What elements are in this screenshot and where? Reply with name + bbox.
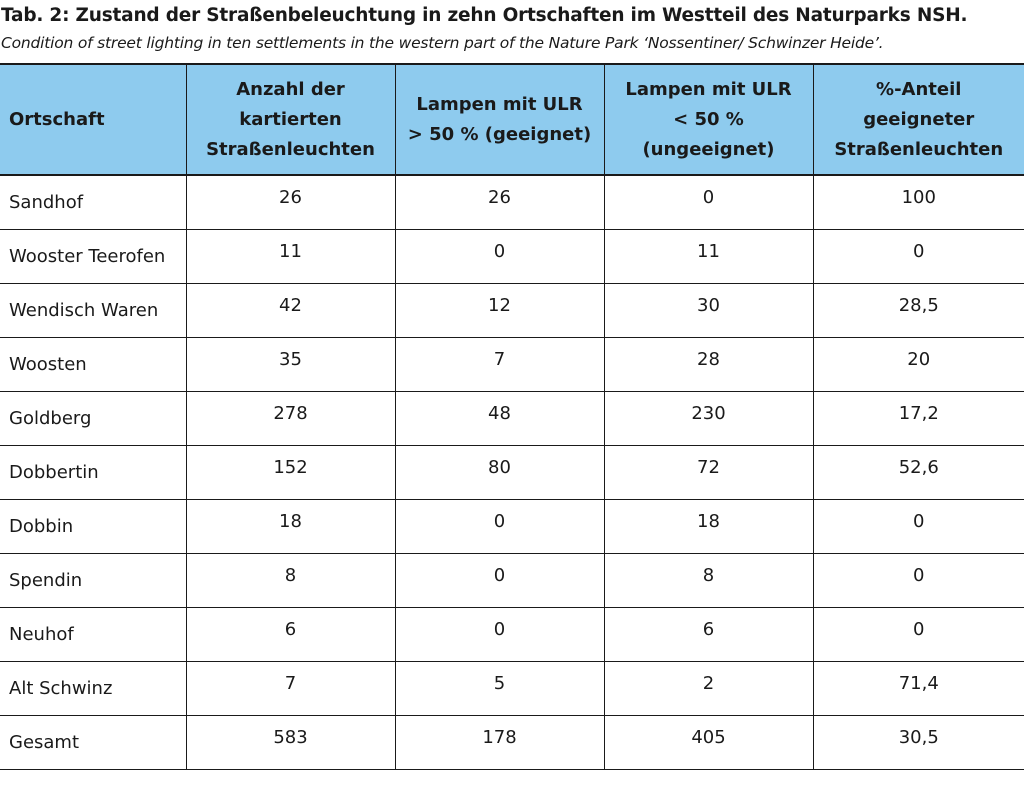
- cell-geeignet: 0: [395, 229, 604, 283]
- table-row: [0, 499, 1024, 553]
- cell-anzahl: 11: [186, 229, 395, 283]
- table-body: [0, 175, 1024, 769]
- cell-geeignet: 5: [395, 661, 604, 715]
- header-row: [0, 64, 1024, 175]
- cell-anzahl: 18: [186, 499, 395, 553]
- header-anzahl: Anzahl der kartierten Straßenleuchten: [186, 64, 395, 175]
- cell-geeignet: 7: [395, 337, 604, 391]
- cell-ortschaft: Gesamt: [9, 731, 80, 753]
- cell-anteil: 0: [813, 499, 1024, 553]
- cell-anzahl: 7: [186, 661, 395, 715]
- cell-ungeeignet: 28: [604, 337, 813, 391]
- table-row: [0, 337, 1024, 391]
- header-ungeeignet: Lampen mit ULR < 50 % (ungeeignet): [604, 64, 813, 175]
- cell-ortschaft: Sandhof: [9, 191, 84, 213]
- cell-ungeeignet: 8: [604, 553, 813, 607]
- cell-anzahl: 583: [186, 715, 395, 769]
- cell-ortschaft: Neuhof: [9, 623, 74, 645]
- cell-anteil: 52,6: [813, 445, 1024, 499]
- table-row: [0, 229, 1024, 283]
- cell-ortschaft: Wooster Teerofen: [9, 245, 166, 267]
- table-title: Tab. 2: Zustand der Straßenbeleuchtung in zehn Ortschaften im Westteil des Naturparks NSH.: [1, 5, 968, 26]
- cell-anteil: 20: [813, 337, 1024, 391]
- cell-anzahl: 6: [186, 607, 395, 661]
- cell-ortschaft: Spendin: [9, 569, 83, 591]
- cell-ungeeignet: 72: [604, 445, 813, 499]
- cell-anzahl: 152: [186, 445, 395, 499]
- table-row-total: [0, 715, 1024, 769]
- cell-ungeeignet: 0: [604, 175, 813, 229]
- cell-ortschaft: Dobbin: [9, 515, 74, 537]
- table-row: [0, 391, 1024, 445]
- cell-ortschaft: Woosten: [9, 353, 87, 375]
- cell-anzahl: 42: [186, 283, 395, 337]
- cell-geeignet: 26: [395, 175, 604, 229]
- cell-ungeeignet: 405: [604, 715, 813, 769]
- table-subtitle: Condition of street lighting in ten settlements in the western part of the Nature Park ‘Nossentiner/ Schwinzer Heide’.: [1, 34, 884, 52]
- cell-anteil: 17,2: [813, 391, 1024, 445]
- cell-ortschaft: Goldberg: [9, 407, 92, 429]
- cell-anzahl: 35: [186, 337, 395, 391]
- table-row: [0, 175, 1024, 229]
- cell-anzahl: 8: [186, 553, 395, 607]
- cell-anteil: 0: [813, 229, 1024, 283]
- header-geeignet: Lampen mit ULR > 50 % (geeignet): [395, 64, 604, 175]
- cell-anteil: 0: [813, 553, 1024, 607]
- header-ortschaft: Ortschaft: [9, 108, 105, 130]
- cell-anteil: 71,4: [813, 661, 1024, 715]
- cell-geeignet: 0: [395, 607, 604, 661]
- cell-anteil: 30,5: [813, 715, 1024, 769]
- cell-ungeeignet: 230: [604, 391, 813, 445]
- cell-ungeeignet: 11: [604, 229, 813, 283]
- cell-ungeeignet: 18: [604, 499, 813, 553]
- cell-ortschaft: Alt Schwinz: [9, 677, 113, 699]
- table-header: [0, 64, 1024, 175]
- cell-ungeeignet: 6: [604, 607, 813, 661]
- cell-anteil: 28,5: [813, 283, 1024, 337]
- cell-anteil: 0: [813, 607, 1024, 661]
- cell-ungeeignet: 30: [604, 283, 813, 337]
- cell-ortschaft: Dobbertin: [9, 461, 99, 483]
- table-row: [0, 661, 1024, 715]
- cell-geeignet: 80: [395, 445, 604, 499]
- cell-anzahl: 26: [186, 175, 395, 229]
- table-row: [0, 553, 1024, 607]
- cell-geeignet: 0: [395, 553, 604, 607]
- table-row: [0, 607, 1024, 661]
- table-row: [0, 283, 1024, 337]
- cell-geeignet: 48: [395, 391, 604, 445]
- cell-geeignet: 0: [395, 499, 604, 553]
- cell-geeignet: 178: [395, 715, 604, 769]
- cell-geeignet: 12: [395, 283, 604, 337]
- table-row: [0, 445, 1024, 499]
- cell-anteil: 100: [813, 175, 1024, 229]
- cell-ortschaft: Wendisch Waren: [9, 299, 159, 321]
- header-anteil: %-Anteil geeigneter Straßenleuchten: [813, 64, 1024, 175]
- cell-anzahl: 278: [186, 391, 395, 445]
- cell-ungeeignet: 2: [604, 661, 813, 715]
- lighting-table: [0, 63, 1024, 770]
